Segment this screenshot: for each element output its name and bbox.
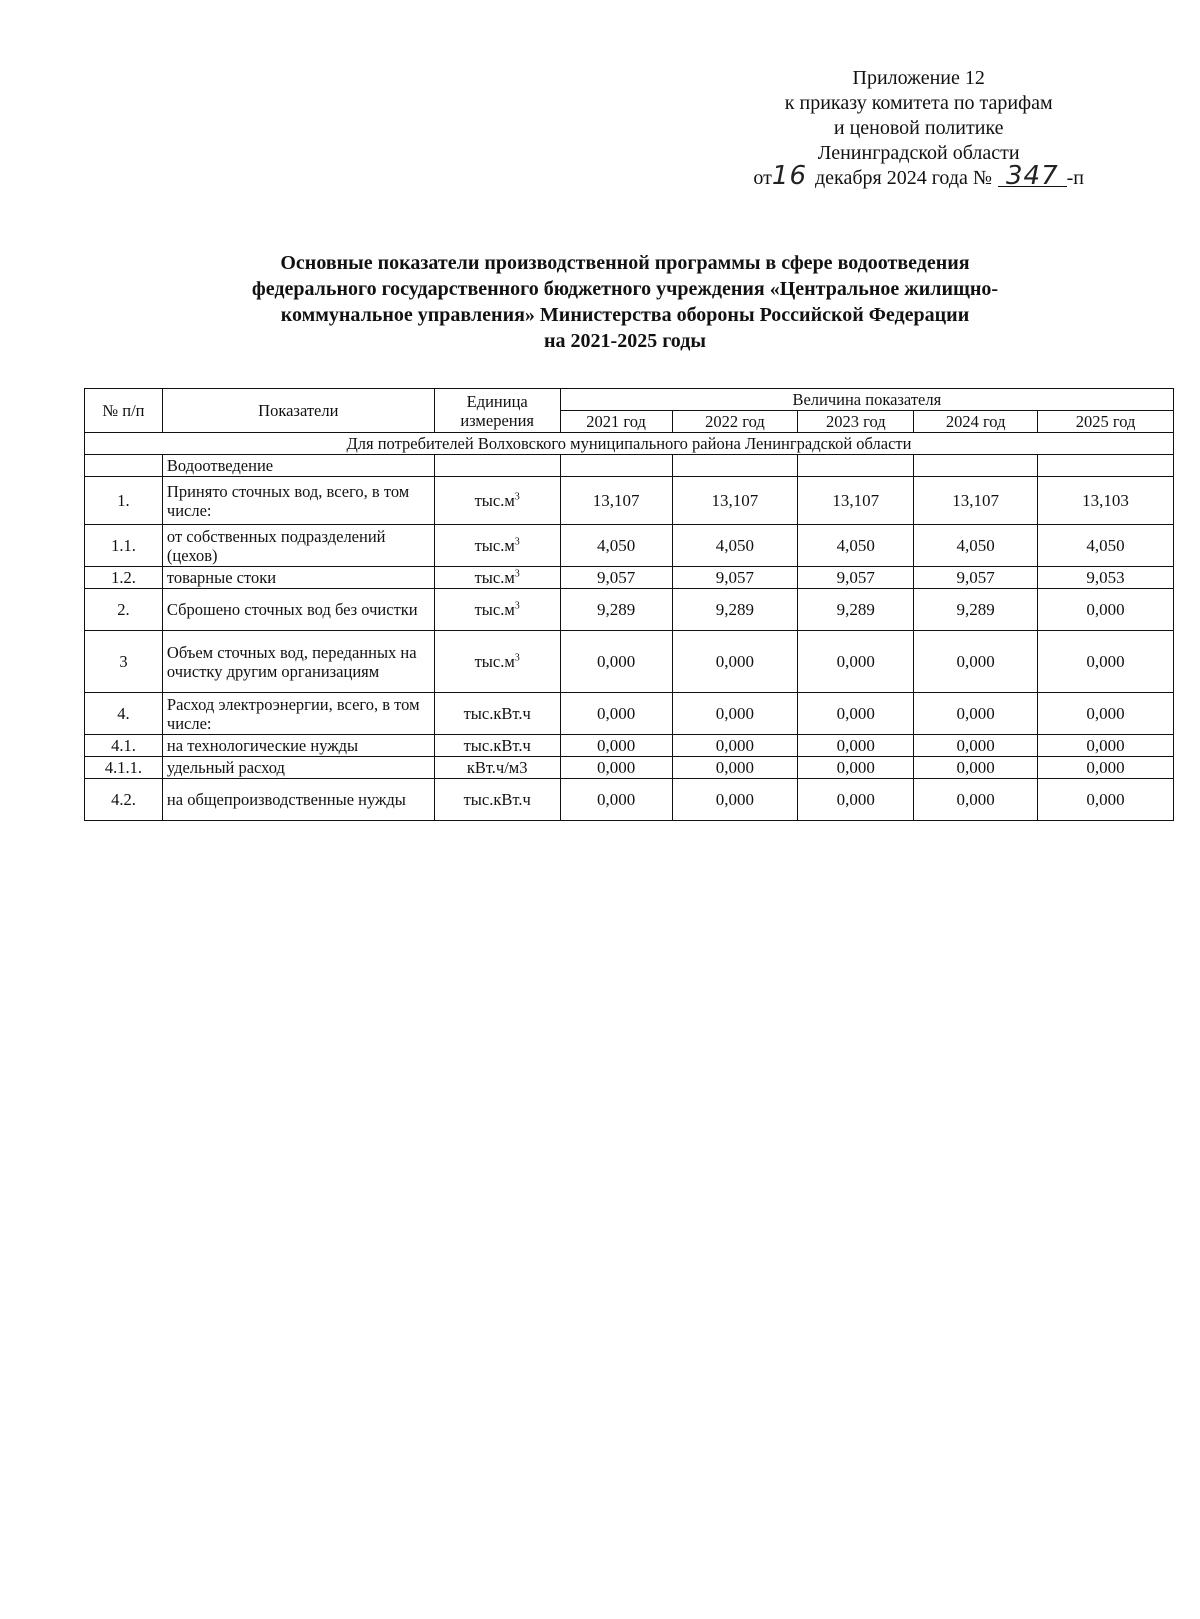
empty-cell [85, 455, 163, 477]
row-unit [434, 693, 560, 735]
header-value-group: Величина показателя [560, 389, 1173, 411]
row-value: 0,000 [798, 779, 914, 821]
empty-cell [560, 455, 672, 477]
table-row [85, 589, 1174, 631]
row-value: 4,050 [798, 525, 914, 567]
table-row [85, 693, 1174, 735]
row-indicator-name: Объем сточных вод, переданных на очистку другим организациям [162, 631, 434, 693]
row-value: 4,050 [914, 525, 1038, 567]
unit-base: тыс.м [474, 652, 515, 671]
indicators-table [84, 388, 1174, 821]
unit-base: тыс.кВт.ч [463, 736, 531, 755]
row-value: 0,000 [560, 631, 672, 693]
table-row [85, 477, 1174, 525]
row-unit [434, 631, 560, 693]
section-row [85, 455, 1174, 477]
table-row [85, 779, 1174, 821]
table-row [85, 631, 1174, 693]
row-number: 2. [85, 589, 163, 631]
from-prefix: от [753, 167, 772, 189]
row-unit [434, 735, 560, 757]
table-row [85, 757, 1174, 779]
unit-superscript: 3 [514, 652, 520, 664]
empty-cell [672, 455, 798, 477]
row-number: 1.1. [85, 525, 163, 567]
header-indicator: Показатели [162, 389, 434, 433]
header-year: 2024 год [914, 411, 1038, 433]
unit-superscript: 3 [514, 536, 520, 548]
row-number: 1. [85, 477, 163, 525]
row-value: 9,057 [560, 567, 672, 589]
row-value: 0,000 [798, 757, 914, 779]
row-indicator-name: Принято сточных вод, всего, в том числе: [162, 477, 434, 525]
row-value: 13,103 [1038, 477, 1174, 525]
row-value: 0,000 [914, 735, 1038, 757]
empty-cell [914, 455, 1038, 477]
approval-stamp-block [753, 66, 1084, 191]
row-value: 4,050 [560, 525, 672, 567]
row-value: 0,000 [560, 779, 672, 821]
order-date-text: декабря 2024 года № [815, 167, 992, 189]
row-indicator-name: Расход электроэнергии, всего, в том числе: [162, 693, 434, 735]
committee-name: и ценовой политике [833, 117, 1004, 139]
unit-superscript: 3 [514, 491, 520, 503]
header-year: 2022 год [672, 411, 798, 433]
row-value: 9,289 [560, 589, 672, 631]
document-title [150, 250, 1100, 354]
unit-base: кВт.ч/м3 [466, 758, 528, 777]
unit-superscript: 3 [514, 568, 520, 580]
row-value: 9,057 [798, 567, 914, 589]
row-indicator-name: от собственных подразделений (цехов) [162, 525, 434, 567]
row-number: 4.1. [85, 735, 163, 757]
group-label: Для потребителей Волховского муниципального района Ленинградской области [85, 433, 1174, 455]
row-value: 0,000 [672, 735, 798, 757]
title-line-1: Основные показатели производственной программы в сфере водоотведения [280, 252, 970, 274]
table-row [85, 567, 1174, 589]
row-value: 0,000 [914, 693, 1038, 735]
unit-base: тыс.м [474, 491, 515, 510]
row-indicator-name: на технологические нужды [162, 735, 434, 757]
row-value: 9,057 [672, 567, 798, 589]
header-year: 2023 год [798, 411, 914, 433]
title-line-2: федерального государственного бюджетного учреждения «Центральное жилищно- [251, 278, 999, 300]
title-line-4: на 2021-2025 годы [544, 330, 706, 352]
title-line-3: коммунальное управления» Министерства обороны Российской Федерации [280, 304, 970, 326]
row-value: 0,000 [672, 693, 798, 735]
unit-superscript: 3 [514, 600, 520, 612]
header-num: № п/п [85, 389, 163, 433]
row-value: 13,107 [798, 477, 914, 525]
row-value: 0,000 [914, 779, 1038, 821]
row-number: 4. [85, 693, 163, 735]
row-value: 9,057 [914, 567, 1038, 589]
group-row [85, 433, 1174, 455]
row-number: 4.1.1. [85, 757, 163, 779]
row-unit [434, 477, 560, 525]
table-row [85, 735, 1174, 757]
row-unit [434, 589, 560, 631]
row-unit [434, 757, 560, 779]
row-unit [434, 525, 560, 567]
row-indicator-name: удельный расход [162, 757, 434, 779]
row-value: 0,000 [798, 735, 914, 757]
header-year: 2025 год [1038, 411, 1174, 433]
row-number: 1.2. [85, 567, 163, 589]
unit-base: тыс.кВт.ч [463, 704, 531, 723]
unit-base: тыс.м [474, 536, 515, 555]
unit-base: тыс.кВт.ч [463, 790, 531, 809]
row-value: 0,000 [914, 757, 1038, 779]
row-value: 9,053 [1038, 567, 1174, 589]
appendix-label: Приложение 12 [852, 67, 985, 89]
row-value: 0,000 [1038, 693, 1174, 735]
row-indicator-name: Сброшено сточных вод без очистки [162, 589, 434, 631]
row-value: 0,000 [798, 693, 914, 735]
unit-base: тыс.м [474, 600, 515, 619]
row-value: 0,000 [1038, 779, 1174, 821]
row-number: 4.2. [85, 779, 163, 821]
order-date-line [753, 161, 1084, 191]
row-value: 0,000 [672, 779, 798, 821]
row-value: 4,050 [672, 525, 798, 567]
row-indicator-name: товарные стоки [162, 567, 434, 589]
section-label: Водоотведение [162, 455, 434, 477]
empty-cell [434, 455, 560, 477]
handwritten-day: 16 [771, 161, 807, 191]
row-value: 0,000 [914, 631, 1038, 693]
row-value: 0,000 [1038, 589, 1174, 631]
order-number-suffix: -п [1066, 167, 1084, 189]
handwritten-order-number: 347 [998, 166, 1067, 187]
row-value: 0,000 [1038, 735, 1174, 757]
header-unit: Единица измерения [434, 389, 560, 433]
row-value: 13,107 [672, 477, 798, 525]
row-value: 0,000 [560, 757, 672, 779]
row-value: 0,000 [560, 735, 672, 757]
region-name: Ленинградской области [817, 142, 1020, 164]
row-indicator-name: на общепроизводственные нужды [162, 779, 434, 821]
row-value: 9,289 [914, 589, 1038, 631]
unit-base: тыс.м [474, 568, 515, 587]
row-value: 13,107 [914, 477, 1038, 525]
empty-cell [798, 455, 914, 477]
row-unit [434, 567, 560, 589]
row-value: 0,000 [672, 631, 798, 693]
table-row [85, 525, 1174, 567]
row-value: 4,050 [1038, 525, 1174, 567]
row-value: 9,289 [798, 589, 914, 631]
row-value: 0,000 [672, 757, 798, 779]
row-value: 9,289 [672, 589, 798, 631]
empty-cell [1038, 455, 1174, 477]
row-number: 3 [85, 631, 163, 693]
row-value: 0,000 [798, 631, 914, 693]
order-reference: к приказу комитета по тарифам [784, 92, 1053, 114]
row-unit [434, 779, 560, 821]
row-value: 0,000 [1038, 757, 1174, 779]
header-row-1 [85, 389, 1174, 411]
header-year: 2021 год [560, 411, 672, 433]
row-value: 0,000 [1038, 631, 1174, 693]
row-value: 13,107 [560, 477, 672, 525]
row-value: 0,000 [560, 693, 672, 735]
